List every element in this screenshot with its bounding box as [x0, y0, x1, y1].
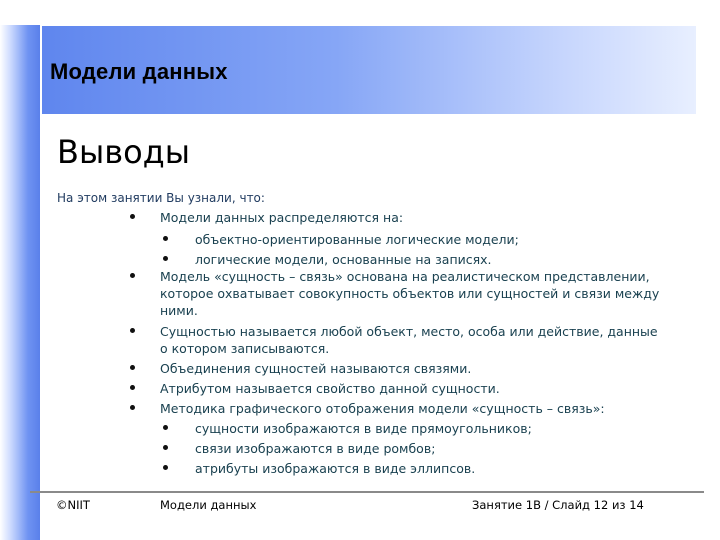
bullet-icon — [163, 425, 168, 430]
list-subitem: атрибуты изображаются в виде эллипсов. — [195, 461, 476, 476]
slide-heading: Выводы — [57, 133, 191, 171]
list-item: Модель «сущность – связь» основана на реалистическом представлении, которое охватывает совокупность объектов или сущностей и связи между ними. — [160, 269, 660, 318]
list-item: Методика графического отображения модели «сущность – связь»: — [160, 401, 605, 416]
bullet-icon — [130, 365, 135, 370]
list-item: Модели данных распределяются на: — [160, 210, 404, 225]
bullet-icon — [130, 214, 135, 219]
bullet-icon — [163, 256, 168, 261]
left-decorative-bar — [0, 25, 40, 540]
bullet-icon — [163, 445, 168, 450]
list-subitem: связи изображаются в виде ромбов; — [195, 441, 436, 456]
list-item: Объединения сущностей называются связями. — [160, 361, 472, 376]
list-subitem: объектно-ориентированные логические модели; — [195, 232, 519, 247]
list-subitem: логические модели, основанные на записях. — [195, 252, 492, 267]
list-subitem: сущности изображаются в виде прямоугольников; — [195, 421, 532, 436]
footer-divider — [30, 491, 704, 493]
footer-slide-info: Занятие 1В / Слайд 12 из 14 — [472, 498, 644, 512]
footer-course-title: Модели данных — [160, 498, 257, 512]
list-item: Атрибутом называется свойство данной сущности. — [160, 381, 500, 396]
bullet-icon — [163, 465, 168, 470]
bullet-icon — [130, 405, 135, 410]
bullet-icon — [130, 273, 135, 278]
bullet-icon — [163, 236, 168, 241]
footer-copyright: ©NIIT — [56, 498, 90, 512]
bullet-icon — [130, 385, 135, 390]
header-title: Модели данных — [50, 59, 228, 84]
bullet-icon — [130, 328, 135, 333]
intro-text: На этом занятии Вы узнали, что: — [57, 191, 265, 205]
list-item: Сущностью называется любой объект, место, особа или действие, данные о котором записываются. — [160, 324, 658, 356]
slide-header — [42, 26, 696, 114]
